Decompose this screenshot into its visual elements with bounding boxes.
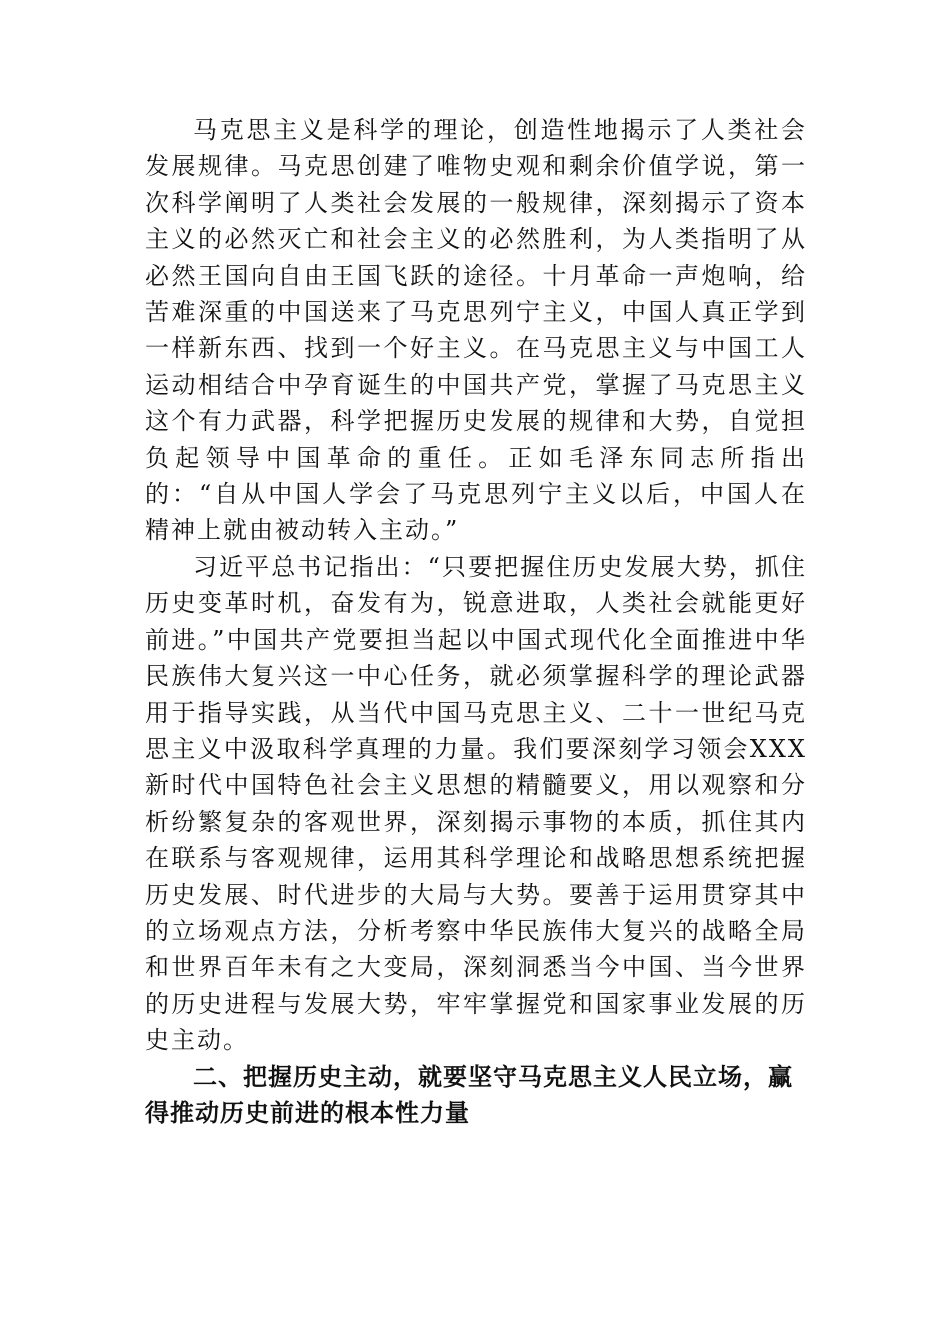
paragraph-historical-trend: 习近平总书记指出：“只要把握住历史发展大势，抓住历史变革时机，奋发有为，锐意进取，人类社会就能更好前进。”中国共产党要担当起以中国式现代化全面推进中华民族伟大复兴这一中心任务，就必须掌握科学的理论武器用于指导实践，从当代中国马克思主义、二十一世纪马克思主义中汲取科学真理的力量。我们要深刻学习领会XXX新时代中国特色社会主义思想的精髓要义，用以观察和分析纷繁复杂的客观世界，深刻揭示事物的本质，抓住其内在联系与客观规律，运用其科学理论和战略思想系统把握历史发展、时代进步的大局与大势。要善于运用贯穿其中的立场观点方法，分析考察中华民族伟大复兴的战略全局和世界百年未有之大变局，深刻洞悉当今中国、当今世界的历史进程与发展大势，牢牢掌握党和国家事业发展的历史主动。 <box>145 552 807 1055</box>
section-heading: 二、把握历史主动，就要坚守马克思主义人民立场，赢得推动历史前进的根本性力量 <box>145 1062 793 1127</box>
document-body <box>145 112 807 1131</box>
paragraph-marxism-science: 马克思主义是科学的理论，创造性地揭示了人类社会发展规律。马克思创建了唯物史观和剩余价值学说，第一次科学阐明了人类社会发展的一般规律，深刻揭示了资本主义的必然灭亡和社会主义的必然胜利，为人类指明了从必然王国向自由王国飞跃的途径。十月革命一声炮响，给苦难深重的中国送来了马克思列宁主义，中国人真正学到一样新东西、找到一个好主义。在马克思主义与中国工人运动相结合中孕育诞生的中国共产党，掌握了马克思主义这个有力武器，科学把握历史发展的规律和大势，自觉担负起领导中国革命的重任。正如毛泽东同志所指出的：“自从中国人学会了马克思列宁主义以后，中国人在精神上就由被动转入主动。” <box>145 116 807 545</box>
